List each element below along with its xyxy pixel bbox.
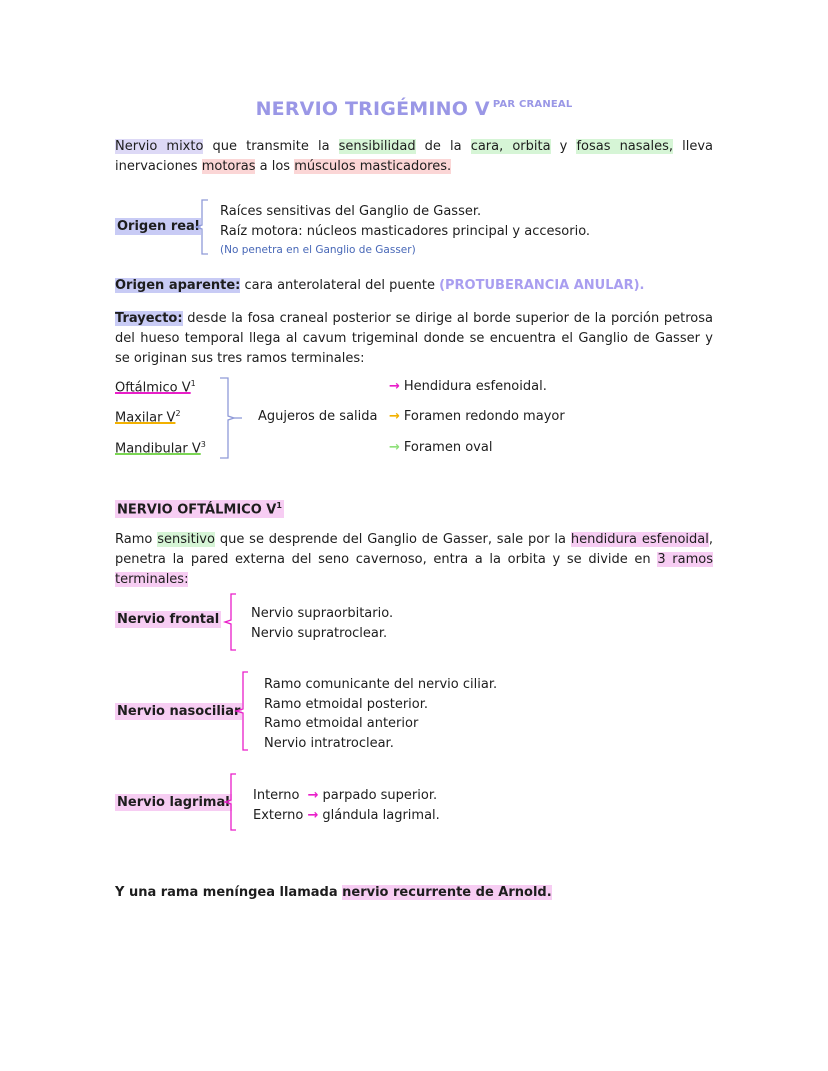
oftalmico-heading-sup: 1 (276, 501, 282, 510)
origen-real-item: Raíces sensitivas del Ganglio de Gasser. (220, 204, 482, 219)
ramo-sup: 3 (200, 440, 206, 449)
frontal-brace (218, 592, 242, 654)
ramo-name: Mandibular V (115, 441, 201, 457)
intro-text: que transmite la (203, 139, 339, 154)
intro-musculos: músculos masticadores. (294, 159, 452, 174)
ramo-sup: 2 (175, 409, 181, 418)
arrow-icon: → (389, 379, 400, 394)
origen-real-brace (190, 198, 214, 258)
arrow-icon: → (389, 440, 400, 455)
arrow-icon: → (307, 808, 319, 823)
page-title (0, 98, 828, 120)
nasociliar-item: Ramo etmoidal anterior (264, 716, 419, 731)
oftalmico-ramos: 3 ramos terminales: (115, 552, 714, 587)
lagrimal-item (253, 806, 440, 826)
lagrimal-item-a: Externo (253, 808, 304, 823)
arrow-icon: → (389, 409, 400, 424)
nasociliar-item: Ramo comunicante del nervio ciliar. (264, 677, 498, 692)
ramo-mandibular (115, 440, 206, 456)
intro-fosas: fosas nasales, (576, 139, 674, 154)
ramo-dest-1 (389, 379, 547, 394)
lagrimal-item-b: glándula lagrimal. (322, 808, 440, 823)
nasociliar-list (264, 675, 497, 753)
ramo-dest: Foramen redondo mayor (403, 409, 565, 424)
oftalmico-text: Ramo (115, 532, 158, 547)
trayecto-text: desde la fosa craneal posterior se dirige al borde superior de la porción petrosa del hueso temporal llega al cavum trigeminal donde se encuentra el Ganglio de Gasser y se originan sus tres ramos terminales: (115, 311, 713, 366)
oftalmico-heading (115, 500, 284, 518)
nasociliar-item: Ramo etmoidal posterior. (264, 696, 429, 712)
lagrimal-item-a: Interno (253, 788, 300, 803)
oftalmico-sensitivo: sensitivo (157, 532, 215, 547)
oftalmico-text: , penetra la pared externa del seno cavernoso, entra a la orbita y se divide en (115, 532, 713, 567)
lagrimal-label: Nervio lagrimal (117, 795, 230, 810)
intro-text: a los (255, 159, 295, 174)
nasociliar-brace (228, 670, 254, 754)
trayecto-paragraph (115, 309, 713, 369)
oftalmico-text: que se desprende del Ganglio de Gasser, sale por la (214, 532, 571, 547)
final-line (115, 885, 552, 900)
intro-cara: cara, orbita (470, 139, 551, 154)
intro-text: lleva inervaciones (115, 139, 713, 174)
ramo-maxilar (115, 409, 181, 425)
frontal-item: Nervio supratroclear. (251, 626, 388, 641)
title-sup: PAR CRANEAL (492, 99, 573, 110)
intro-paragraph (115, 137, 713, 177)
intro-motoras: motoras (201, 159, 256, 174)
origen-aparente-label: Origen aparente: (115, 278, 241, 293)
lagrimal-brace (220, 772, 242, 834)
origen-aparente (115, 278, 644, 293)
oftalmico-paragraph (115, 530, 713, 590)
frontal-item: Nervio supraorbitario. (251, 606, 394, 621)
ramos-brace (216, 376, 246, 462)
trayecto-label: Trayecto: (115, 311, 183, 326)
agujeros-label: Agujeros de salida (258, 409, 378, 424)
frontal-list (251, 604, 393, 644)
nasociliar-item: Nervio intratroclear. (264, 735, 394, 751)
oftalmico-hendidura: hendidura esfenoidal (570, 532, 709, 547)
intro-text: de la (415, 139, 471, 154)
final-text: Y una rama meníngea llamada (115, 885, 343, 900)
origen-aparente-text: cara anterolateral del puente (240, 278, 440, 293)
ramo-name: Oftálmico V (115, 380, 191, 396)
nasociliar-label: Nervio nasociliar (117, 704, 241, 719)
final-highlight: nervio recurrente de Arnold. (342, 885, 552, 900)
ramo-sup: 1 (190, 379, 196, 388)
origen-real-label: Origen real (117, 219, 200, 234)
ramo-dest-2 (389, 409, 565, 424)
origen-real-note: (No penetra en el Ganglio de Gasser) (220, 244, 416, 256)
lagrimal-item (253, 786, 440, 806)
intro-text: y (550, 139, 577, 154)
arrow-icon: → (307, 788, 319, 803)
ramo-oftalmico (115, 379, 196, 395)
intro-sensibilidad: sensibilidad (338, 139, 416, 154)
lagrimal-item-b: parpado superior. (322, 788, 438, 803)
frontal-label: Nervio frontal (117, 612, 220, 627)
lagrimal-list (253, 786, 440, 826)
title-main: NERVIO TRIGÉMINO V (255, 98, 490, 120)
oftalmico-heading-text: NERVIO OFTÁLMICO V (117, 502, 277, 518)
origen-aparente-highlight: (PROTUBERANCIA ANULAR). (439, 278, 645, 293)
ramo-name: Maxilar V (115, 410, 176, 426)
ramo-dest-3 (389, 440, 492, 455)
ramo-dest: Hendidura esfenoidal. (403, 379, 547, 394)
ramo-dest: Foramen oval (403, 440, 493, 455)
origen-real-list (220, 202, 590, 258)
origen-real-item: Raíz motora: núcleos masticadores principal y accesorio. (220, 224, 591, 239)
intro-mixto: Nervio mixto (115, 139, 204, 154)
